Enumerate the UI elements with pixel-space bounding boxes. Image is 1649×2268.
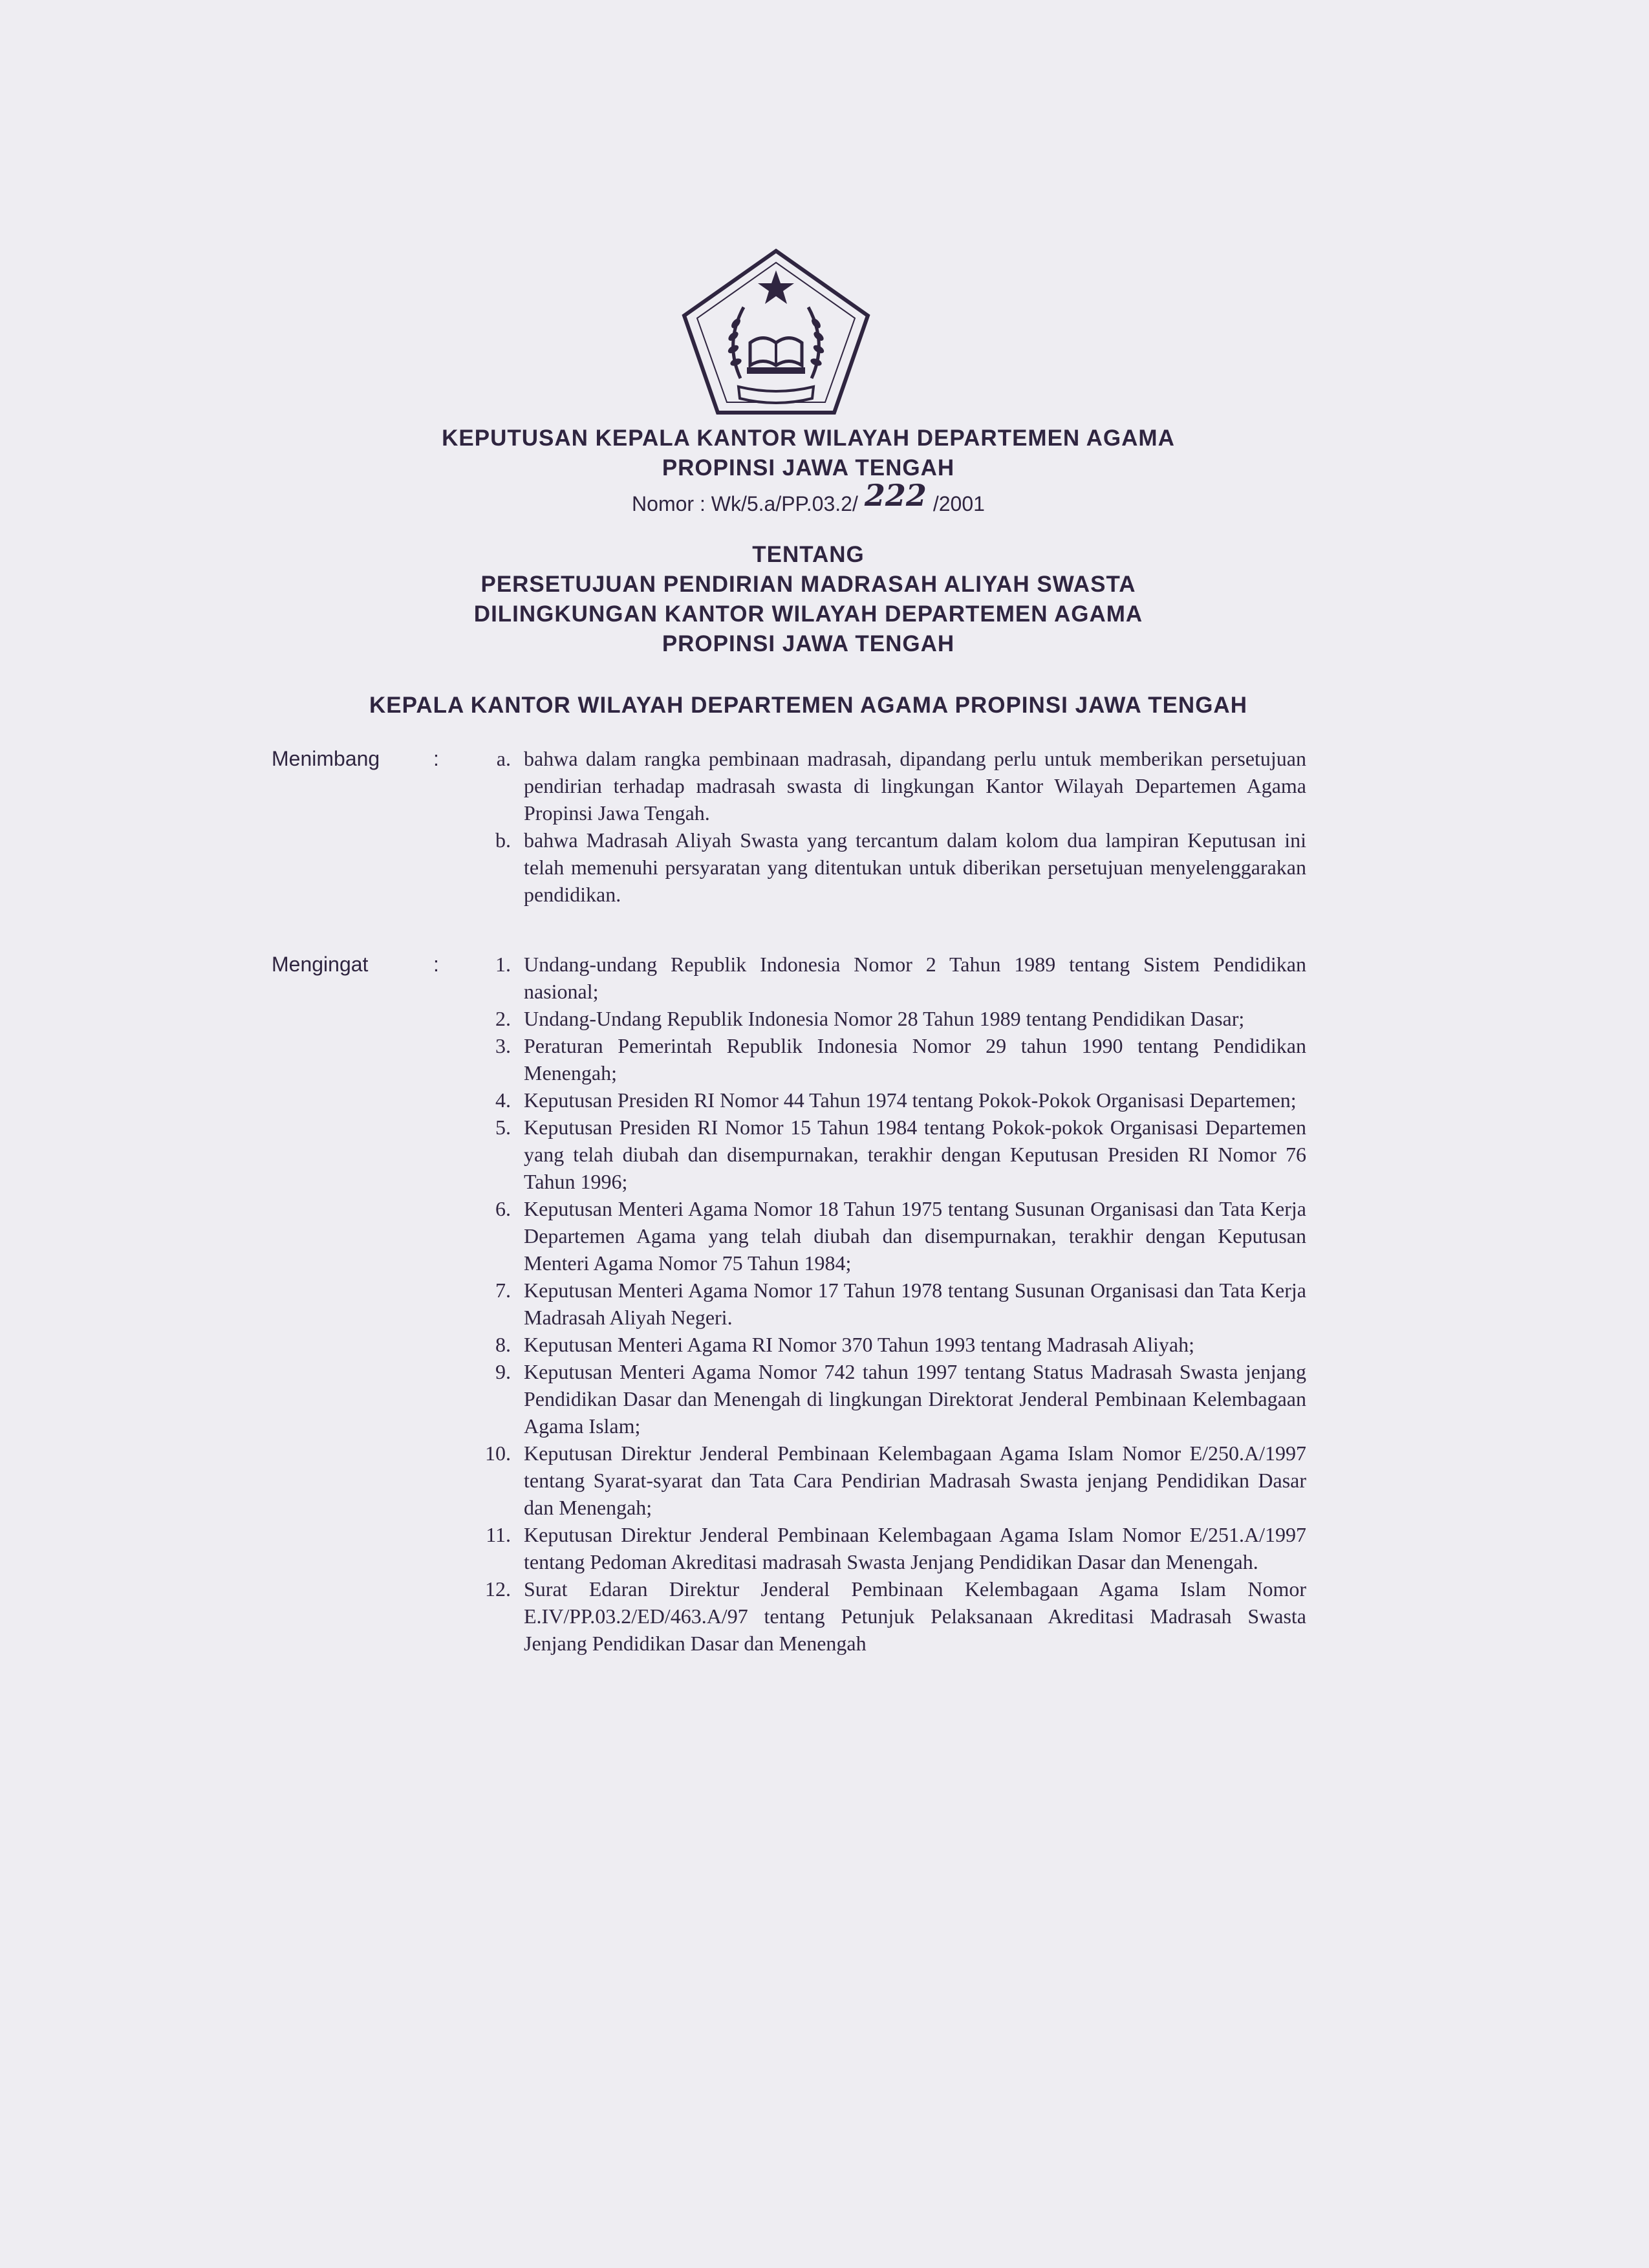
considering-label: Menimbang [272,747,380,770]
item-marker: 12. [485,1577,511,1601]
subject-line3: PROPINSI JAWA TENGAH [662,631,955,656]
item-text: Keputusan Direktur Jenderal Pembinaan Kelembagaan Agama Islam Nomor E/251.A/1997 tentang Pedoman Akreditasi madrasah Swasta Jenjang Pendidikan Dasar dan Menengah. [524,1523,1306,1573]
recalling-colon: : [433,953,439,976]
item-marker: 7. [495,1279,511,1302]
item-marker: a. [496,747,511,770]
recalling-item [479,1331,1306,1358]
recalling-item [479,1575,1306,1657]
item-text: Keputusan Menteri Agama Nomor 17 Tahun 1978 tentang Susunan Organisasi dan Tata Kerja Madrasah Aliyah Negeri. [524,1279,1306,1329]
item-text: Keputusan Menteri Agama Nomor 742 tahun 1997 tentang Status Madrasah Swasta jenjang Pendidikan Dasar dan Menengah di lingkungan Direktorat Jenderal Pembinaan Kelembagaan Agama Islam; [524,1360,1306,1438]
item-marker: 4. [495,1088,511,1112]
item-text: Keputusan Presiden RI Nomor 15 Tahun 1984 tentang Pokok-pokok Organisasi Departemen yang telah diubah dan disempurnakan, terakhir dengan Keputusan Presiden RI Nomor 76 Tahun 1996; [524,1116,1306,1193]
recalling-item [479,1521,1306,1575]
item-text: Surat Edaran Direktur Jenderal Pembinaan Kelembagaan Agama Islam Nomor E.IV/PP.03.2/ED/463.A/97 tentang Petunjuk Pelaksanaan Akreditasi Madrasah Swasta Jenjang Pendidikan Dasar dan Menengah [524,1577,1306,1655]
item-text: Keputusan Menteri Agama Nomor 18 Tahun 1975 tentang Susunan Organisasi dan Tata Kerja Departemen Agama yang telah diubah dan disempurnakan, terakhir dengan Keputusan Menteri Agama Nomor 75 Tahun 1984; [524,1197,1306,1275]
item-marker: 5. [495,1116,511,1139]
decree-number-handwritten: 222 [864,478,927,513]
recalling-label: Mengingat [272,953,369,976]
item-marker: 11. [486,1523,511,1546]
decree-header [323,424,1293,518]
subject-label: TENTANG [752,542,865,567]
item-marker: 2. [495,1007,511,1030]
ministry-emblem-icon [679,246,873,417]
recalling-item [479,951,1306,1005]
item-marker: b. [495,828,511,852]
decree-title-line2: PROPINSI JAWA TENGAH [662,455,955,481]
item-marker: 8. [495,1333,511,1356]
decree-issuer [194,691,1423,720]
decree-subject [323,540,1293,659]
subject-line1: PERSETUJUAN PENDIRIAN MADRASAH ALIYAH SWASTA [480,572,1136,597]
item-text: Peraturan Pemerintah Republik Indonesia Nomor 29 tahun 1990 tentang Pendidikan Menengah; [524,1034,1306,1085]
item-text: Undang-undang Republik Indonesia Nomor 2 Tahun 1989 tentang Sistem Pendidikan nasional; [524,953,1306,1003]
decree-title-line1: KEPUTUSAN KEPALA KANTOR WILAYAH DEPARTEMEN AGAMA [442,426,1175,451]
recalling-item [479,1086,1306,1114]
subject-line2: DILINGKUNGAN KANTOR WILAYAH DEPARTEMEN AGAMA [473,601,1143,627]
item-text: Keputusan Presiden RI Nomor 44 Tahun 1974 tentang Pokok-Pokok Organisasi Departemen; [524,1088,1297,1112]
item-text: Keputusan Menteri Agama RI Nomor 370 Tahun 1993 tentang Madrasah Aliyah; [524,1333,1194,1356]
recalling-item [479,1114,1306,1195]
item-marker: 6. [495,1197,511,1220]
recalling-item [479,1005,1306,1032]
item-text: Undang-Undang Republik Indonesia Nomor 28 Tahun 1989 tentang Pendidikan Dasar; [524,1007,1245,1030]
recalling-item [479,1277,1306,1331]
considering-list [479,745,1306,908]
recalling-item [479,1440,1306,1521]
item-text: bahwa dalam rangka pembinaan madrasah, dipandang perlu untuk memberikan persetujuan pendirian terhadap madrasah swasta di lingkungan Kantor Wilayah Departemen Agama Propinsi Jawa Tengah. [524,747,1306,825]
decree-number [323,478,1293,518]
recalling-item [479,1032,1306,1086]
item-text: bahwa Madrasah Aliyah Swasta yang tercantum dalam kolom dua lampiran Keputusan ini telah memenuhi persyaratan yang ditentukan untuk diberikan persetujuan menyelenggarakan pendidikan. [524,828,1306,906]
considering-item [479,826,1306,908]
considering-item [479,745,1306,826]
recalling-item [479,1358,1306,1440]
item-text: Keputusan Direktur Jenderal Pembinaan Kelembagaan Agama Islam Nomor E/250.A/1997 tentang Syarat-syarat dan Tata Cara Pendirian Madrasah Swasta jenjang Pendidikan Dasar dan Menengah; [524,1442,1306,1519]
item-marker: 1. [495,953,511,976]
decree-number-suffix: /2001 [932,492,985,515]
item-marker: 3. [495,1034,511,1057]
considering-colon: : [433,747,439,770]
issuer-line: KEPALA KANTOR WILAYAH DEPARTEMEN AGAMA PROPINSI JAWA TENGAH [369,693,1247,718]
recalling-list [479,951,1306,1657]
recalling-item [479,1195,1306,1277]
item-marker: 9. [495,1360,511,1383]
decree-number-prefix: Nomor : Wk/5.a/PP.03.2/ [632,492,858,515]
item-marker: 10. [485,1442,511,1465]
